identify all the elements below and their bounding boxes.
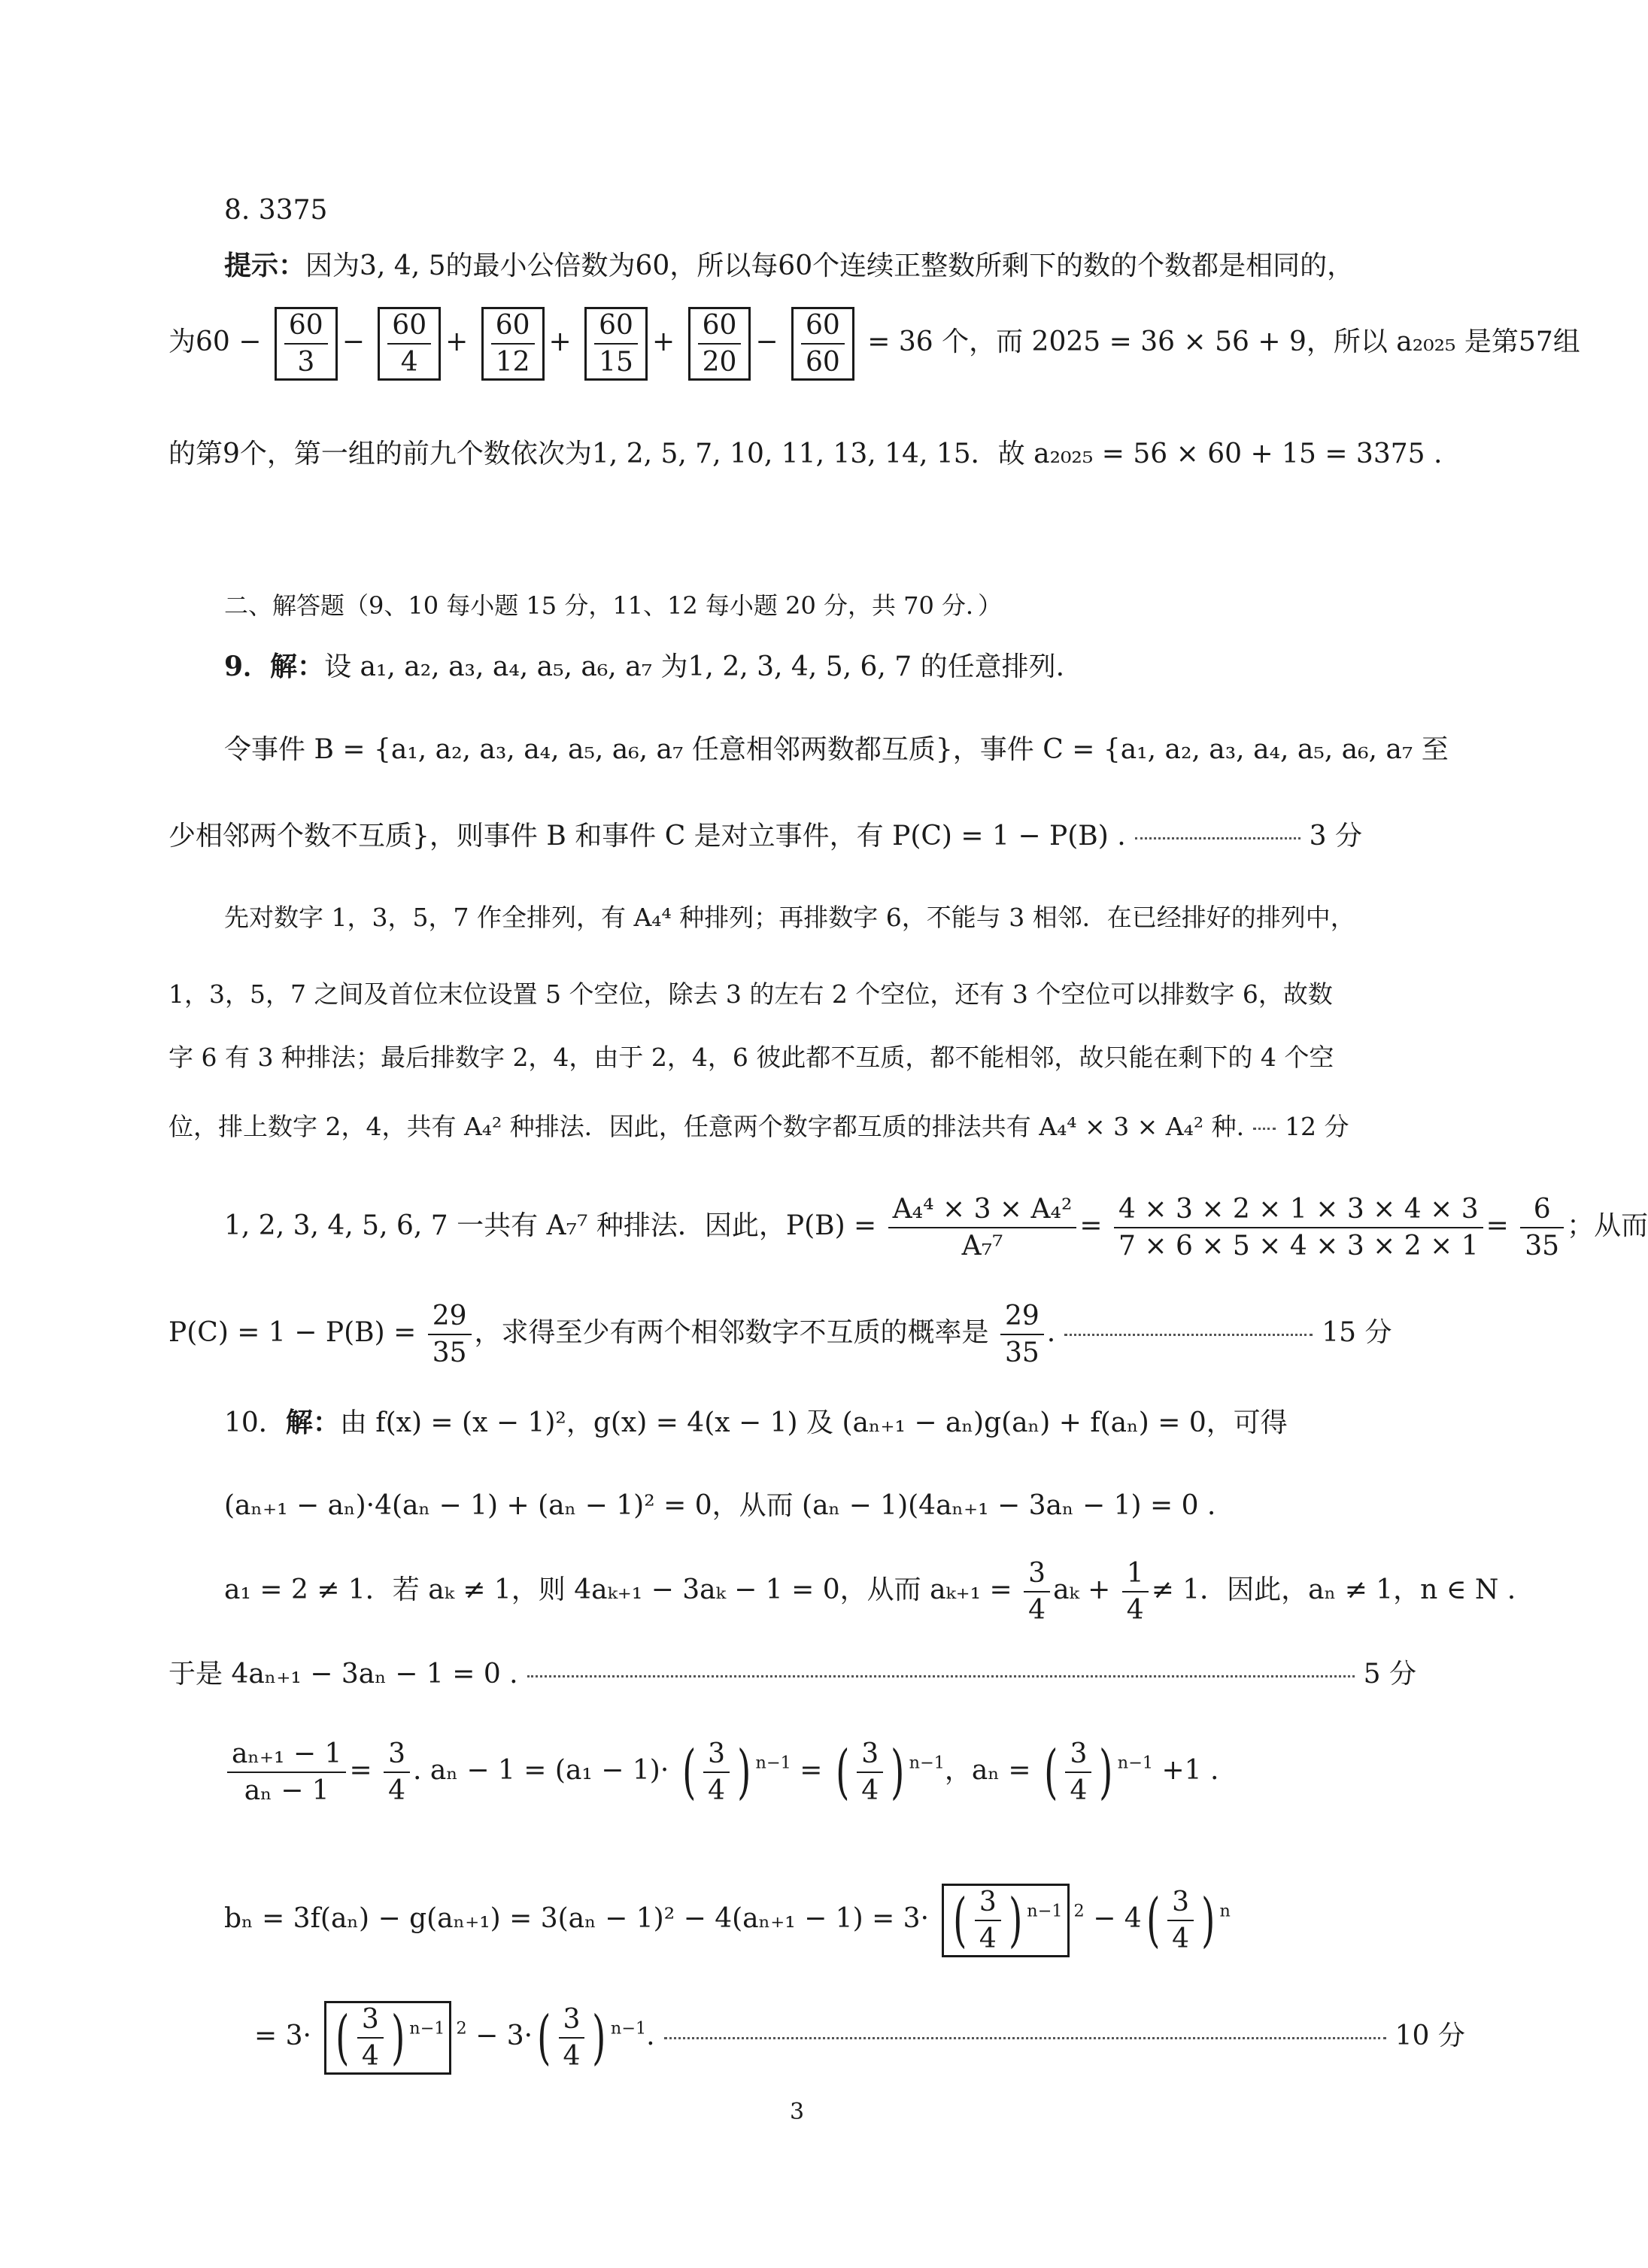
q9-line-5: 1，3，5，7 之间及首位末位设置 5 个空位，除去 3 的左右 2 个空位，还有 3 个空位可以排数字 6，故数 — [168, 979, 1333, 1009]
q9-line-3 — [168, 820, 1362, 852]
q9-score-3: 3 分 — [1309, 821, 1362, 852]
q10-line-5-b: . aₙ − 1 = (a₁ − 1)· — [412, 1755, 669, 1787]
fraction: $\frac{3}{4}$ — [1024, 1557, 1050, 1626]
q8-floor-1: $\frac{60}{3}$ — [275, 307, 338, 381]
q9-line-8: 1, 2, 3, 4, 5, 6, 7 一共有 A₇⁷ 种排法．因此，P(B) = $\frac{\text{A₄⁴ × 3 × A₄²}}{\text{A₇⁷}}$ = $\frac{4 \times 3 \times 2 \times 1 \times 3 \times 4 \times 3}{7 \times 6 \times 5 \times 4 \times 3 \times 2 \times 1}$ = $\frac{6}{35}$ ；从而 — [224, 1194, 1648, 1262]
section-2-header: 二、解答题（9、10 每小题 15 分，11、12 每小题 20 分，共 70 分．） — [224, 591, 1003, 620]
q10-line-5-e: +1 . — [1161, 1755, 1219, 1787]
q9-line-8-suffix: ；从而 — [1567, 1210, 1648, 1242]
q8-floor-3: $\frac{60}{12}$ — [481, 307, 545, 381]
page-number: 3 — [790, 2099, 805, 2125]
fraction: $\frac{3}{4}$ — [384, 1738, 410, 1807]
q10-line-1-text: 由 f(x) = (x − 1)²，g(x) = 4(x − 1) 及 (aₙ₊₁ − aₙ)g(aₙ) + f(aₙ) = 0，可得 — [339, 1407, 1288, 1438]
q9-line-7-text: 位，排上数字 2，4，共有 A₄² 种排法．因此，任意两个数字都互质的排法共有 A₄⁴ × 3 × A₄² 种. — [168, 1112, 1245, 1141]
q9-line-1-text: 设 a₁, a₂, a₃, a₄, a₅, a₆, a₇ 为1, 2, 3, 4, 5, 6, 7 的任意排列. — [324, 651, 1065, 682]
q9-line-7 — [168, 1112, 1349, 1142]
q10-line-2: (aₙ₊₁ − aₙ)·4(aₙ − 1) + (aₙ − 1)² = 0，从而 (aₙ − 1)(4aₙ₊₁ − 3aₙ − 1) = 0 . — [224, 1490, 1216, 1521]
q10-line-5: $\frac{\text{aₙ₊₁ − 1}}{\text{aₙ − 1}}$ = $\frac{3}{4}$ . aₙ − 1 = (a₁ − 1)· ( $\frac{3}{4}$ ) $^{n-1}$ = ( $\frac{3}{4}$ ) $^{n-1}$，aₙ = ( $\frac{3}{4}$ ) $^{n-1}$ +1 . — [224, 1738, 1219, 1807]
q9-score-15: 15 分 — [1322, 1317, 1392, 1349]
fraction: $\frac{6}{35}$ — [1520, 1193, 1564, 1262]
q10-line-4 — [168, 1658, 1416, 1690]
q9-score-12: 12 分 — [1285, 1112, 1349, 1141]
fraction: $\frac{4 \times 3 \times 2 \times 1 \times 3 \times 4 \times 3}{7 \times 6 \times 5 \times 4 \times 3 \times 2 \times 1}$ — [1114, 1193, 1483, 1262]
q10-line-7: = 3· ( $\frac{3}{4}$ ) $^{n-1}$ $^2$ − 3·( $\frac{3}{4}$ ) $^{n-1}$. 10 分 — [254, 2001, 1465, 2075]
leader-dots — [1253, 1128, 1276, 1130]
q9-label: 9．解： — [224, 651, 325, 682]
q10-score-5: 5 分 — [1363, 1659, 1416, 1690]
q8-hint-text: 因为3, 4, 5的最小公倍数为60，所以每60个连续正整数所剩下的数的个数都是相同的， — [305, 250, 1355, 281]
bracket-group: ( $\frac{3}{4}$ ) $^{n-1}$ — [942, 1884, 1069, 1957]
fraction: $\frac{29}{35}$ — [1000, 1300, 1044, 1369]
fraction: $\frac{1}{4}$ — [1122, 1557, 1149, 1626]
q10-solution-label: 解： — [285, 1407, 340, 1438]
q9-line-4: 先对数字 1，3，5，7 作全排列，有 A₄⁴ 种排列；再排数字 6，不能与 3 相邻．在已经排好的排列中， — [224, 903, 1355, 932]
leader-dots — [664, 2037, 1386, 2039]
q10-line-3-suffix: ≠ 1．因此，aₙ ≠ 1，n ∈ N . — [1151, 1574, 1516, 1606]
q10-score-10: 10 分 — [1395, 2021, 1465, 2052]
q8-conclusion: 的第9个，第一组的前九个数依次为1, 2, 5, 7, 10, 11, 13, 14, 15．故 a₂₀₂₅ = 56 × 60 + 15 = 3375 . — [168, 439, 1443, 469]
q10-line-3 — [224, 1557, 1516, 1626]
q10-line-5-d: ，aₙ = — [944, 1755, 1031, 1787]
q8-answer: 8. 3375 — [224, 195, 328, 226]
fraction: $\frac{3}{4}$ — [1167, 1886, 1194, 1955]
q9-line-6: 字 6 有 3 种排法；最后排数字 2，4，由于 2，4，6 彼此都不互质，都不能相邻，故只能在剩下的 4 个空 — [168, 1043, 1334, 1072]
q8-floor-6: $\frac{60}{60}$ — [791, 307, 854, 381]
leader-dots — [1064, 1334, 1313, 1336]
fraction: $\frac{3}{4}$ — [1065, 1738, 1091, 1807]
q10-line-6-mid: − 4 — [1093, 1903, 1142, 1935]
fraction: $\frac{\text{A₄⁴ × 3 × A₄²}}{\text{A₇⁷}}$ — [888, 1193, 1077, 1262]
q8-calc-line: 为60 − $\frac{60}{3}$ − $\frac{60}{4}$ + $\frac{60}{12}$ + $\frac{60}{15}$ + $\frac{60}{20}$ − $\frac{60}{60}$ = 36 个，而 2025 = 36 × 56 + 9，所以 a₂₀₂₅ 是第57组 — [168, 307, 1580, 381]
q10-line-4-text: 于是 4aₙ₊₁ − 3aₙ − 1 = 0 . — [168, 1659, 518, 1690]
q10-line-3-prefix: a₁ = 2 ≠ 1．若 aₖ ≠ 1，则 4aₖ₊₁ − 3aₖ − 1 = 0，从而 aₖ₊₁ = — [224, 1574, 1012, 1606]
leader-dots — [527, 1675, 1355, 1677]
q10-label: 10． — [224, 1407, 286, 1438]
q8-hint-label: 提示： — [224, 250, 306, 281]
bracket-group: ( $\frac{3}{4}$ ) $^{n-1}$ — [324, 2001, 451, 2075]
q9-line-9-mid: ，求得至少有两个相邻数字不互质的概率是 — [474, 1317, 989, 1349]
fraction: $\frac{3}{4}$ — [559, 2003, 585, 2072]
q8-floor-2: $\frac{60}{4}$ — [378, 307, 441, 381]
leader-dots — [1135, 837, 1300, 839]
fraction: $\frac{\text{aₙ₊₁ − 1}}{\text{aₙ − 1}}$ — [227, 1738, 346, 1807]
q8-floor-4: $\frac{60}{15}$ — [584, 307, 648, 381]
q10-line-7-prefix: = 3· — [254, 2021, 311, 2052]
fraction: $\frac{3}{4}$ — [857, 1738, 883, 1807]
q8-calc-suffix: = 36 个，而 2025 = 36 × 56 + 9，所以 a₂₀₂₅ 是第57组 — [867, 326, 1580, 358]
q10-line-3-mid: aₖ + — [1053, 1574, 1111, 1606]
q9-line-9: P(C) = 1 − P(B) = $\frac{29}{35}$ ，求得至少有两个相邻数字不互质的概率是 $\frac{29}{35}$ . 15 分 — [168, 1301, 1392, 1369]
q10-line-6: bₙ = 3f(aₙ) − g(aₙ₊₁) = 3(aₙ − 1)² − 4(aₙ₊₁ − 1) = 3· ( $\frac{3}{4}$ ) $^{n-1}$ $^2$ − 4( $\frac{3}{4}$ ) $^n$ — [224, 1884, 1231, 1957]
q10-line-1 — [224, 1407, 1288, 1439]
q10-line-6-prefix: bₙ = 3f(aₙ) − g(aₙ₊₁) = 3(aₙ − 1)² − 4(aₙ₊₁ − 1) = 3· — [224, 1903, 930, 1935]
q8-hint-line — [224, 250, 1354, 282]
q9-line-3-text: 少相邻两个数不互质}，则事件 B 和事件 C 是对立事件，有 P(C) = 1 − P(B) . — [168, 821, 1126, 852]
fraction: $\frac{3}{4}$ — [703, 1738, 730, 1807]
q9-line-9-prefix: P(C) = 1 − P(B) = — [168, 1317, 417, 1349]
q8-calc-prefix: 为60 − — [168, 326, 262, 358]
q9-line-1 — [224, 651, 1064, 683]
q8-floor-5: $\frac{60}{20}$ — [688, 307, 751, 381]
fraction: $\frac{29}{35}$ — [428, 1300, 472, 1369]
q9-line-8-prefix: 1, 2, 3, 4, 5, 6, 7 一共有 A₇⁷ 种排法．因此，P(B) = — [224, 1210, 877, 1242]
q9-line-2: 令事件 B = {a₁, a₂, a₃, a₄, a₅, a₆, a₇ 任意相邻两数都互质}，事件 C = {a₁, a₂, a₃, a₄, a₅, a₆, a₇ 至 — [224, 734, 1449, 765]
q10-line-7-mid: − 3· — [475, 2021, 533, 2052]
